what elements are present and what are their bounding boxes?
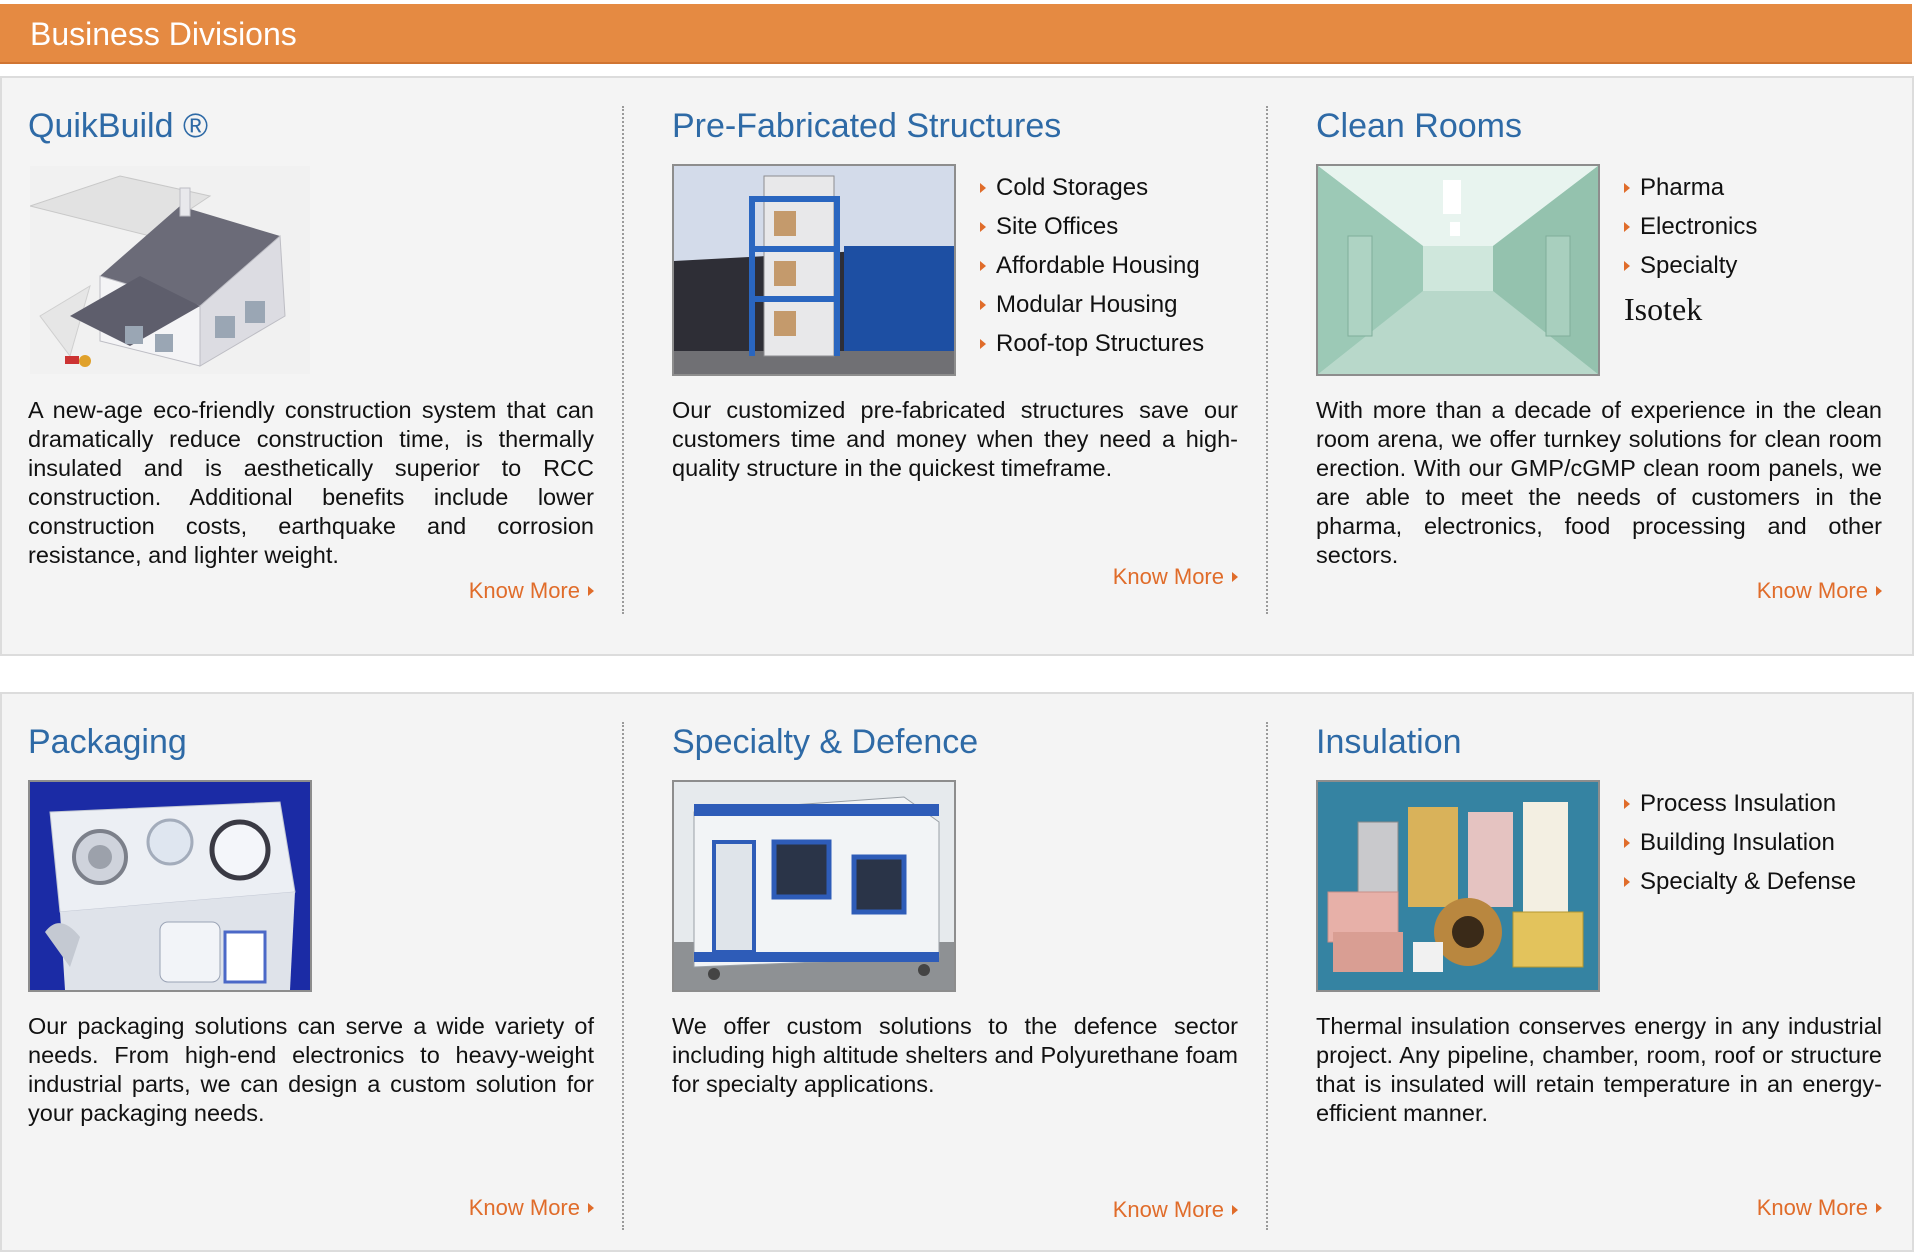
card-description: With more than a decade of experience in the clean room arena, we offer turnkey solutions for clean room erection. With our GMP/cGMP clean room panels, we are able to meet the needs of customers in the pharma, electronics, food processing and other sectors. [1316, 397, 1882, 568]
chevron-right-icon [980, 261, 986, 271]
clean-room-bullet-list [1620, 164, 1757, 285]
chevron-right-icon [980, 183, 986, 193]
bullet-item[interactable]: Cold Storages [976, 168, 1204, 207]
know-more-label: Know More [468, 578, 580, 603]
insulation-image[interactable] [1316, 780, 1600, 992]
know-more-label: Know More [1756, 578, 1868, 603]
column-divider [1266, 722, 1268, 1230]
shelter-image[interactable] [672, 780, 956, 992]
prefab-illustration [674, 166, 954, 374]
card-quikbuild [28, 106, 594, 616]
bullet-item[interactable]: Affordable Housing [976, 246, 1204, 285]
bullet-item[interactable]: Specialty & Defense [1620, 862, 1856, 901]
chevron-right-icon [980, 300, 986, 310]
chevron-right-icon [1624, 838, 1630, 848]
know-more-link[interactable] [1757, 578, 1882, 604]
card-title[interactable]: Packaging [28, 723, 187, 761]
section-header [0, 4, 1912, 64]
packaging-image[interactable] [28, 780, 312, 992]
chevron-right-icon [1624, 261, 1630, 271]
chevron-right-icon [1876, 1203, 1882, 1213]
quikbuild-image[interactable] [28, 164, 312, 376]
know-more-link[interactable] [1757, 1195, 1882, 1221]
chevron-right-icon [1624, 222, 1630, 232]
chevron-right-icon [588, 586, 594, 596]
insulation-bullet-list [1620, 780, 1856, 992]
shelter-illustration [674, 782, 954, 990]
card-description: Our customized pre-fabricated structures save our customers time and money when they need a high-quality structure in the quickest timeframe. [672, 397, 1238, 481]
bullet-item[interactable]: Pharma [1620, 168, 1757, 207]
know-more-label: Know More [1756, 1195, 1868, 1220]
bullet-item[interactable]: Electronics [1620, 207, 1757, 246]
packaging-illustration [30, 782, 310, 990]
chevron-right-icon [980, 222, 986, 232]
card-description: We offer custom solutions to the defence sector including high altitude shelters and Polyurethane foam for specialty applications. [672, 1013, 1238, 1097]
know-more-link[interactable] [469, 1195, 594, 1221]
bullet-item[interactable]: Specialty [1620, 246, 1757, 285]
divisions-row-2 [0, 692, 1914, 1252]
card-specialty-defence [672, 722, 1238, 1232]
know-more-link[interactable] [1113, 1197, 1238, 1223]
card-title[interactable]: Clean Rooms [1316, 107, 1522, 145]
chevron-right-icon [1232, 1205, 1238, 1215]
divisions-row-1 [0, 76, 1914, 656]
card-title[interactable]: Specialty & Defence [672, 723, 979, 761]
chevron-right-icon [1876, 586, 1882, 596]
chevron-right-icon [1624, 183, 1630, 193]
clean-room-illustration [1318, 166, 1598, 374]
house-illustration [30, 166, 312, 376]
isotek-logo[interactable]: Isotek [1624, 291, 1703, 327]
section-title: Business Divisions [30, 16, 297, 52]
chevron-right-icon [1624, 799, 1630, 809]
bullet-item[interactable]: Process Insulation [1620, 784, 1856, 823]
column-divider [622, 106, 624, 614]
card-prefab [672, 106, 1238, 616]
card-description: Thermal insulation conserves energy in any industrial project. Any pipeline, chamber, room, roof or structure that is insulated will retain temperature in an energy-efficient manner. [1316, 1013, 1882, 1126]
bullet-item[interactable]: Building Insulation [1620, 823, 1856, 862]
column-divider [1266, 106, 1268, 614]
prefab-bullet-list [976, 164, 1204, 376]
card-title[interactable]: QuikBuild ® [28, 107, 209, 145]
prefab-image[interactable] [672, 164, 956, 376]
card-title[interactable]: Pre-Fabricated Structures [672, 107, 1062, 145]
know-more-label: Know More [468, 1195, 580, 1220]
card-insulation [1316, 722, 1882, 1232]
insulation-illustration [1318, 782, 1598, 990]
know-more-link[interactable] [469, 578, 594, 604]
chevron-right-icon [980, 339, 986, 349]
chevron-right-icon [1624, 877, 1630, 887]
chevron-right-icon [1232, 572, 1238, 582]
know-more-label: Know More [1112, 564, 1224, 589]
bullet-item[interactable]: Roof-top Structures [976, 324, 1204, 363]
bullet-item[interactable]: Modular Housing [976, 285, 1204, 324]
clean-room-image[interactable] [1316, 164, 1600, 376]
card-title[interactable]: Insulation [1316, 723, 1462, 761]
card-clean-rooms [1316, 106, 1882, 616]
know-more-link[interactable] [1113, 564, 1238, 590]
card-packaging [28, 722, 594, 1232]
card-description: A new-age eco-friendly construction system that can dramatically reduce construction time, is thermally insulated and is aesthetically superior to RCC construction. Additional benefits include lower construction costs, earthquake and corrosion resistance, and lighter weight. [28, 397, 594, 568]
card-description: Our packaging solutions can serve a wide variety of needs. From high-end electronics to heavy-weight industrial parts, we can design a custom solution for your packaging needs. [28, 1013, 594, 1126]
column-divider [622, 722, 624, 1230]
know-more-label: Know More [1112, 1197, 1224, 1222]
bullet-item[interactable]: Site Offices [976, 207, 1204, 246]
chevron-right-icon [588, 1203, 594, 1213]
